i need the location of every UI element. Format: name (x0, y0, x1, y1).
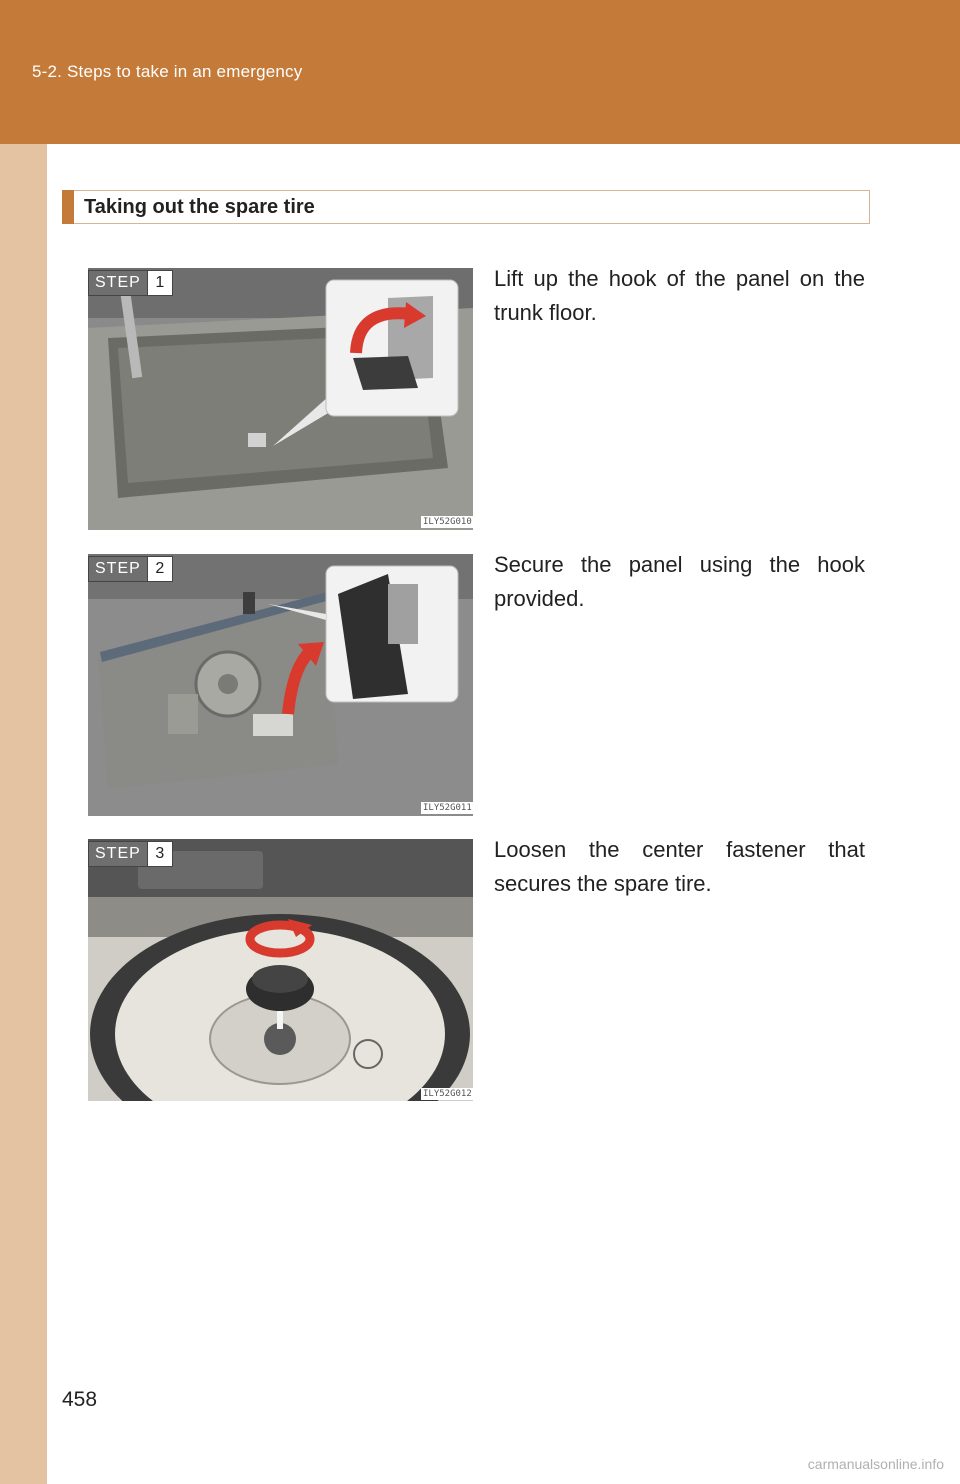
step3-badge-word: STEP (89, 842, 147, 866)
step2-badge-number: 2 (147, 557, 172, 581)
step1-text: Lift up the hook of the panel on the trunk floor. (494, 266, 865, 325)
subheading-text: Taking out the spare tire (84, 196, 315, 218)
step3-illustration (88, 839, 473, 1101)
watermark-link[interactable]: carmanualsonline.info (807, 1456, 944, 1472)
step1-figure-code: ILY52G010 (423, 517, 472, 527)
step3-badge-number: 3 (147, 842, 172, 866)
step2-figure-code: ILY52G011 (423, 803, 472, 813)
page-number: 458 (62, 1388, 98, 1411)
step1-badge-number: 1 (147, 271, 172, 295)
step1-illustration (88, 268, 473, 530)
step2-text: Secure the panel using the hook provided. (494, 552, 865, 611)
step2-badge-word: STEP (89, 557, 147, 581)
step3-badge (88, 841, 173, 867)
step3-figure-code: ILY52G012 (423, 1089, 472, 1099)
section-title: 5-2. Steps to take in an emergency (32, 62, 303, 81)
step1-badge-word: STEP (89, 271, 147, 295)
subheading-box (62, 190, 870, 224)
subheading-accent-bar (62, 190, 74, 224)
side-margin-strip (0, 144, 47, 1484)
step3-text: Loosen the center fastener that secures the spare tire. (494, 837, 865, 896)
step2-badge (88, 556, 173, 582)
step1-badge (88, 270, 173, 296)
step2-illustration (88, 554, 473, 816)
